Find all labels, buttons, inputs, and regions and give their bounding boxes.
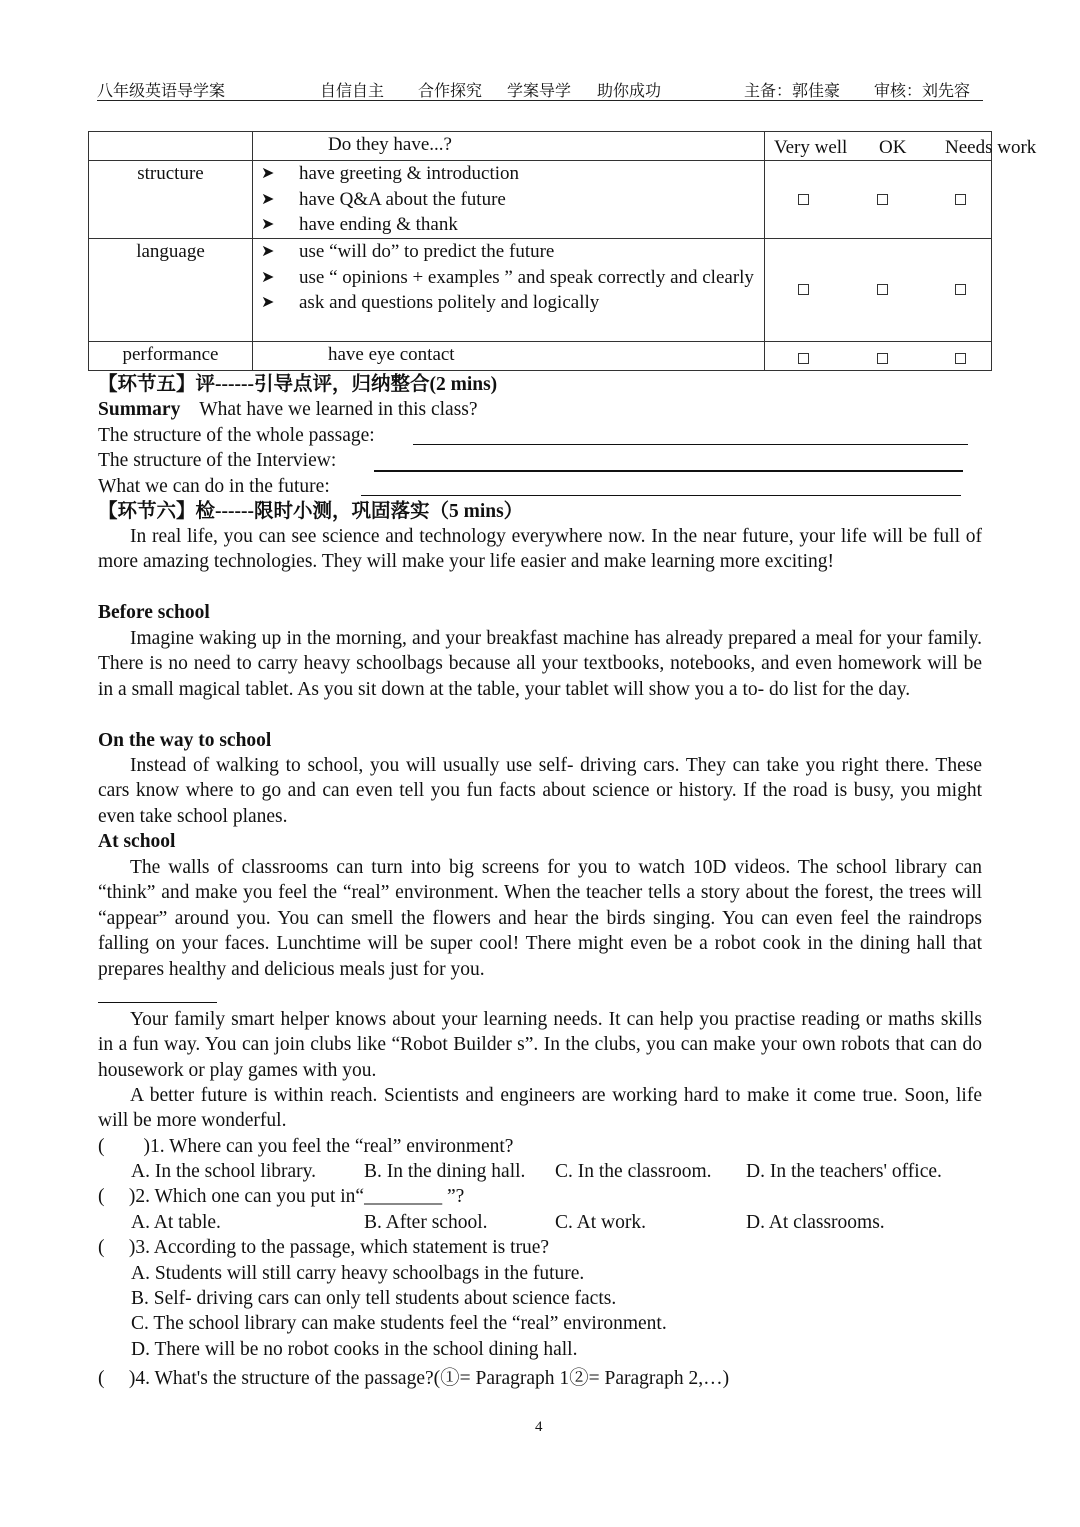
paragraph-before-school: Imagine waking up in the morning, and your breakfast machine has already prepared a meal for your family. There is no need to carry heavy schoolbags because all your textbooks, notebooks, and even homework will be in a small magical tablet. As you sit down at the table, your tablet will show you a to- do list for the day. bbox=[98, 628, 982, 700]
q3-option-d: D. There will be no robot cooks in the school dining hall. bbox=[131, 1339, 578, 1360]
heading-way-to-school: On the way to school bbox=[98, 730, 272, 751]
rubric-head-question: Do they have...? bbox=[253, 132, 765, 161]
section6-heading: 【环节六】检------限时小测，巩固落实（5 mins） bbox=[98, 501, 524, 522]
rubric-col-very-well: Very well bbox=[774, 137, 848, 158]
section5-heading: 【环节五】评------引导点评，归纳整合(2 mins) bbox=[98, 374, 498, 395]
q2-option-b: B. After school. bbox=[364, 1212, 488, 1233]
q3-option-a: A. Students will still carry heavy schoolbags in the future. bbox=[131, 1263, 585, 1284]
rubric-row-label: structure bbox=[89, 161, 253, 239]
paragraph-better-future: A better future is within reach. Scientists and engineers are working hard to make it come true. Soon, life will be more wonderful. bbox=[98, 1085, 982, 1132]
answer-line-future[interactable] bbox=[361, 495, 961, 496]
q1-option-d: D. In the teachers' office. bbox=[746, 1161, 942, 1182]
q2-option-d: D. At classrooms. bbox=[746, 1212, 885, 1233]
checkbox-very-well[interactable] bbox=[798, 353, 809, 364]
answer-line-interview[interactable] bbox=[374, 470, 963, 472]
checkbox-needs-work[interactable] bbox=[955, 194, 966, 205]
q1-option-c: C. In the classroom. bbox=[555, 1161, 712, 1182]
header-motto-3: 学案导学 bbox=[507, 83, 572, 100]
header-motto-4: 助你成功 bbox=[597, 83, 662, 100]
summary-line-passage-label: The structure of the whole passage: bbox=[98, 425, 375, 446]
checkbox-needs-work[interactable] bbox=[955, 284, 966, 295]
paragraph-at-school: The walls of classrooms can turn into big screens for you to watch 10D videos. The school library can “think” and make you feel the “real” environment. When the teacher tells a story about the forest, the trees will “appear” around you. You can smell the flowers and hear the birds singing. You can even feel the raindrops falling on your faces. Lunchtime will be super cool! There might even be a robot cook in the dining hall that prepares healthy and delicious meals just for you. bbox=[98, 857, 982, 980]
question-2: ( )2. Which one can you put in“________ ”? bbox=[98, 1186, 465, 1207]
rubric-row-language bbox=[89, 239, 992, 342]
checkbox-ok[interactable] bbox=[877, 194, 888, 205]
arrow-bullet-icon: ➤ bbox=[261, 216, 275, 233]
blank-heading-line[interactable] bbox=[98, 1002, 217, 1003]
header-divider bbox=[97, 100, 983, 101]
rubric-row-performance bbox=[89, 342, 992, 371]
q3-option-b: B. Self- driving cars can only tell students about science facts. bbox=[131, 1288, 617, 1309]
rubric-row-structure bbox=[89, 161, 992, 239]
rubric-item: have eye contact bbox=[253, 342, 765, 371]
summary-line-future-label: What we can do in the future: bbox=[98, 476, 330, 497]
heading-before-school: Before school bbox=[98, 602, 210, 623]
reading-intro: In real life, you can see science and technology everywhere now. In the near future, your life will be full of more amazing technologies. They will make your life easier and make learning more exciting! bbox=[98, 526, 982, 573]
paragraph-smart-helper: Your family smart helper knows about your learning needs. It can help you practise reading or maths skills in a fun way. You can join clubs like “Robot Builder s”. In the clubs, you can make your own robots that can do housework or play games with you. bbox=[98, 1009, 982, 1081]
rubric-col-needs-work: Needs work bbox=[945, 137, 1037, 158]
checkbox-very-well[interactable] bbox=[798, 194, 809, 205]
rubric-row-label: performance bbox=[89, 342, 253, 371]
header-motto-2: 合作探究 bbox=[418, 83, 483, 100]
rubric-col-ok: OK bbox=[879, 137, 907, 158]
rubric-item: ask and questions politely and logically bbox=[299, 292, 600, 313]
summary-question: What have we learned in this class? bbox=[199, 399, 478, 420]
checkbox-ok[interactable] bbox=[877, 284, 888, 295]
rubric-item: use “will do” to predict the future bbox=[299, 241, 555, 262]
answer-line-passage[interactable] bbox=[413, 444, 968, 445]
page-number: 4 bbox=[535, 1419, 543, 1435]
rubric-item: have ending & thank bbox=[299, 214, 458, 235]
checkbox-ok[interactable] bbox=[877, 353, 888, 364]
summary-line-interview-label: The structure of the Interview: bbox=[98, 450, 337, 471]
arrow-bullet-icon: ➤ bbox=[261, 268, 275, 286]
q1-option-a: A. In the school library. bbox=[131, 1161, 317, 1182]
heading-at-school: At school bbox=[98, 831, 176, 852]
header-title: 八年级英语导学案 bbox=[97, 83, 226, 100]
q3-option-c: C. The school library can make students feel the “real” environment. bbox=[131, 1313, 667, 1334]
header-editor: 主备：郭佳豪 bbox=[744, 83, 841, 100]
summary-label: Summary bbox=[98, 399, 181, 420]
question-1: ( )1. Where can you feel the “real” environment? bbox=[98, 1136, 514, 1157]
rubric-row-label: language bbox=[89, 239, 253, 342]
paragraph-way-to-school: Instead of walking to school, you will usually use self- driving cars. They can take you right there. These cars know where to go and can even tell you fun facts about science or history. If the road is busy, you might even take school planes. bbox=[98, 755, 982, 827]
rubric-table bbox=[88, 131, 1037, 371]
question-3: ( )3. According to the passage, which statement is true? bbox=[98, 1237, 550, 1258]
header-motto-1: 自信自主 bbox=[320, 83, 385, 100]
arrow-bullet-icon: ➤ bbox=[261, 294, 275, 311]
arrow-bullet-icon: ➤ bbox=[261, 190, 275, 208]
checkbox-very-well[interactable] bbox=[798, 284, 809, 295]
q2-option-a: A. At table. bbox=[131, 1212, 221, 1233]
checkbox-needs-work[interactable] bbox=[955, 353, 966, 364]
header-reviewer: 审核：刘先容 bbox=[874, 83, 971, 100]
question-4: ( )4. What's the structure of the passage?(①= Paragraph 1②= Paragraph 2,…) bbox=[98, 1368, 730, 1389]
q2-option-c: C. At work. bbox=[555, 1212, 647, 1233]
q1-option-b: B. In the dining hall. bbox=[364, 1161, 526, 1182]
rubric-item: have greeting & introduction bbox=[299, 163, 520, 184]
rubric-item: have Q&A about the future bbox=[299, 188, 506, 210]
arrow-bullet-icon: ➤ bbox=[261, 165, 275, 182]
rubric-item: use “ opinions + examples ” and speak correctly and clearly bbox=[299, 266, 754, 288]
arrow-bullet-icon: ➤ bbox=[261, 243, 275, 260]
